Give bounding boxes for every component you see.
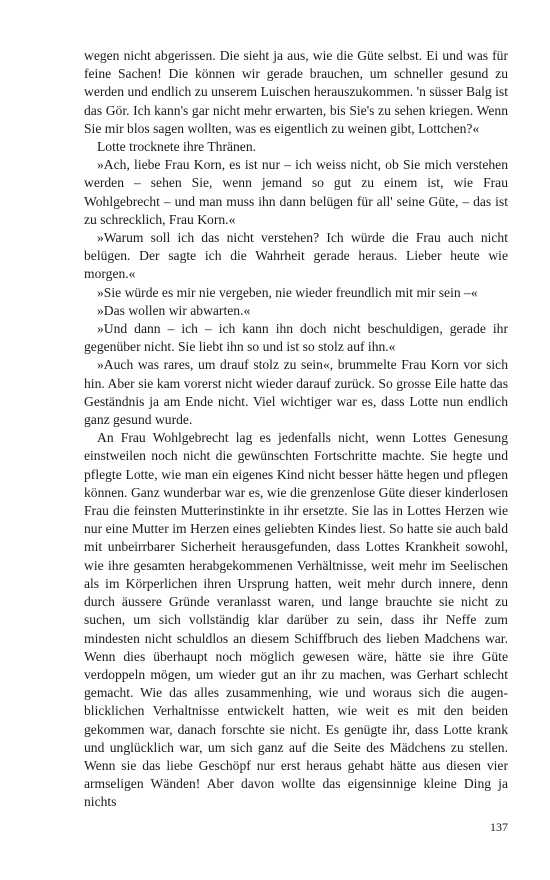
paragraph: »Und dann – ich – ich kann ihn doch nicht beschuldigen, gerade ihr gegenüber nicht. Sie liebt ihn so und ist so stolz auf ihn.« xyxy=(84,321,508,355)
paragraph: »Sie würde es mir nie vergeben, nie wieder freundlich mit mir sein –« xyxy=(97,284,478,300)
paragraph: »Ach, liebe Frau Korn, es ist nur – ich weiss nicht, ob Sie mich verstehen werden – sehen Sie, wenn jemand so gut zu einem ist, wie Frau Wohlgebrecht – und man muss ihn dann belügen für all' seine Güte, – das ist zu schrecklich, Frau Korn.« xyxy=(84,157,508,227)
page-number: 137 xyxy=(490,820,508,834)
paragraph-continuation: wegen nicht abgerissen. Die sieht ja aus, wie die Güte selbst. Ei und was für feine Sachen! Die können wir gerade brauchen, um schneller gesund zu werden und endlich zu unserem Luischen herauszukommen. 'n süsser Balg ist das Gör. Ich kann's gar nicht mehr erwarten, bis Sie's zu sehen kriegen. Wenn Sie mir blos sagen wollten, was es eigentlich zu weinen gibt, Lottchen?« xyxy=(84,48,508,136)
paragraph: An Frau Wohlgebrecht lag es jedenfalls nicht, wenn Lottes Genesung einstweilen noch nicht die gewünschten Fortschritte machte. Sie hegte und pflegte Lotte, wie man ein eigenes Kind nicht besser hätte hegen und pflegen können. Ganz wunderbar war es, wie die grenzenlose Güte dieser kinderlosen Frau die feinsten Mutterinstinkte in ihr ersetzte. Sie las in Lottes Herzen wie nur eine Mutter im Herzen eines geliebten Kindes liest. So hatte sie auch bald mit unbeirrbarer Sicherheit herausgefunden, dass Lottes Krankheit sowohl, wie ihre gesamten herabgekommenen Verhältnisse, weit mehr im Seelischen als im Körperlichen ihren Ursprung hatten, weit mehr durch innere, denn durch äussere Gründe veranlasst waren, und lange brauchte sie nicht zu suchen, um sich vollständig klar darüber zu sein, dass ihr Neffe zum mindesten nicht schuldlos an diesem Schiffbruch des lieben Madchens war. Wenn dies überhaupt noch möglich gewesen wäre, hätte sie ihre Güte verdoppeln mögen, um wieder gut an ihr zu machen, was Gerhart schlecht gemacht. Wie das alles zusammenhing, wie und woraus sich die augen-blicklichen Verhaltnisse entwickelt hatten, wie weit es mit den beiden gekommen war, danach forschte sie nicht. Es genügte ihr, dass Lotte krank und unglücklich war, um sich ganz auf die Seite des Mädchens zu stellen. Wenn sie das liebe Geschöpf nur erst heraus gehabt hätte aus diesen vier armseligen Wänden! Aber davon wollte das eigensinnige kleine Ding ja nichts xyxy=(84,430,508,810)
paragraph: »Auch was rares, um drauf stolz zu sein«, brummelte Frau Korn vor sich hin. Aber sie kam vorerst nicht wieder darauf zurück. So grosse Eile hatte das Geständnis ja am Ende nicht. Viel wichtiger war es, dass Lotte nun endlich ganz gesund wurde. xyxy=(84,357,508,428)
paragraph: Lotte trocknete ihre Thränen. xyxy=(97,139,257,155)
paragraph: »Das wollen wir abwarten.« xyxy=(97,302,251,318)
paragraph: »Warum soll ich das nicht verstehen? Ich würde die Frau auch nicht belügen. Der sagte ich die Wahrheit gerade heraus. Lieber heute wie morgen.« xyxy=(84,230,508,282)
body-text xyxy=(84,47,508,812)
